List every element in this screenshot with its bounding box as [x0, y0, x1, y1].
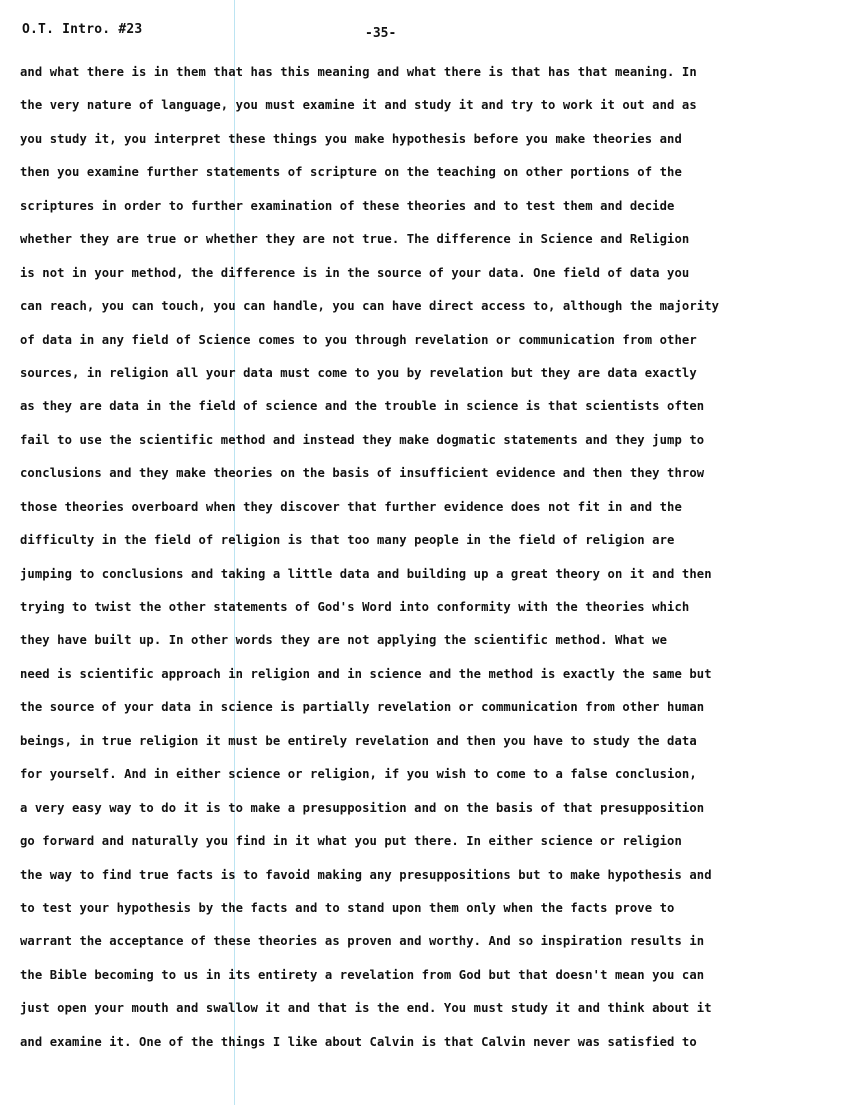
text-line: is not in your method, the difference is in the source of your data. One field of data you	[20, 265, 690, 280]
text-line: fail to use the scientific method and instead they make dogmatic statements and they jump to	[20, 432, 705, 447]
text-line: beings, in true religion it must be entirely revelation and then you have to study the data	[20, 733, 697, 748]
text-line: conclusions and they make theories on the basis of insufficient evidence and then they throw	[20, 466, 705, 481]
text-line: scriptures in order to further examination of these theories and to test them and decide	[20, 198, 675, 213]
page-header	[22, 22, 822, 46]
text-line: and examine it. One of the things I like about Calvin is that Calvin never was satisfied to	[20, 1034, 697, 1049]
text-line: the way to find true facts is to favoid making any presuppositions but to make hypothesis and	[20, 867, 712, 882]
text-line: whether they are true or whether they are not true. The difference in Science and Religion	[20, 232, 690, 247]
text-line: trying to twist the other statements of God's Word into conformity with the theories which	[20, 600, 690, 614]
text-line: jumping to conclusions and taking a little data and building up a great theory on it and then	[20, 566, 712, 581]
text-line: just open your mouth and swallow it and that is the end. You must study it and think about it	[20, 1001, 712, 1016]
text-line: you study it, you interpret these things you make hypothesis before you make theories and	[20, 131, 682, 146]
text-line: difficulty in the field of religion is that too many people in the field of religion are	[20, 533, 675, 548]
text-line: the very nature of language, you must examine it and study it and try to work it out and as	[20, 98, 697, 113]
text-line: they have built up. In other words they are not applying the scientific method. What we	[20, 633, 668, 648]
text-line: the Bible becoming to us in its entirety a revelation from God but that doesn't mean you can	[20, 967, 705, 982]
page-number: -35-	[365, 26, 397, 41]
text-line: warrant the acceptance of these theories as proven and worthy. And so inspiration results in	[20, 934, 705, 949]
text-line: a very easy way to do it is to make a presupposition and on the basis of that presupposition	[20, 800, 705, 815]
text-line: can reach, you can touch, you can handle, you can have direct access to, although the majority	[20, 299, 720, 314]
text-line: then you examine further statements of scripture on the teaching on other portions of the	[20, 165, 682, 180]
text-line: those theories overboard when they discover that further evidence does not fit in and the	[20, 499, 682, 514]
text-line: as they are data in the field of science and the trouble in science is that scientists often	[20, 399, 705, 414]
text-line: the source of your data in science is partially revelation or communication from other human	[20, 700, 705, 715]
document-reference: O.T. Intro. #23	[22, 22, 143, 37]
text-line: of data in any field of Science comes to you through revelation or communication from other	[20, 332, 697, 347]
body-text	[20, 62, 820, 1065]
text-line: for yourself. And in either science or religion, if you wish to come to a false conclusion,	[20, 767, 697, 782]
text-line: need is scientific approach in religion and in science and the method is exactly the same but	[20, 666, 712, 681]
text-line: sources, in religion all your data must come to you by revelation but they are data exactly	[20, 365, 697, 380]
text-line: to test your hypothesis by the facts and to stand upon them only when the facts prove to	[20, 900, 675, 915]
text-line: go forward and naturally you find in it what you put there. In either science or religion	[20, 834, 682, 849]
text-line: and what there is in them that has this meaning and what there is that has that meaning. In	[20, 65, 697, 79]
